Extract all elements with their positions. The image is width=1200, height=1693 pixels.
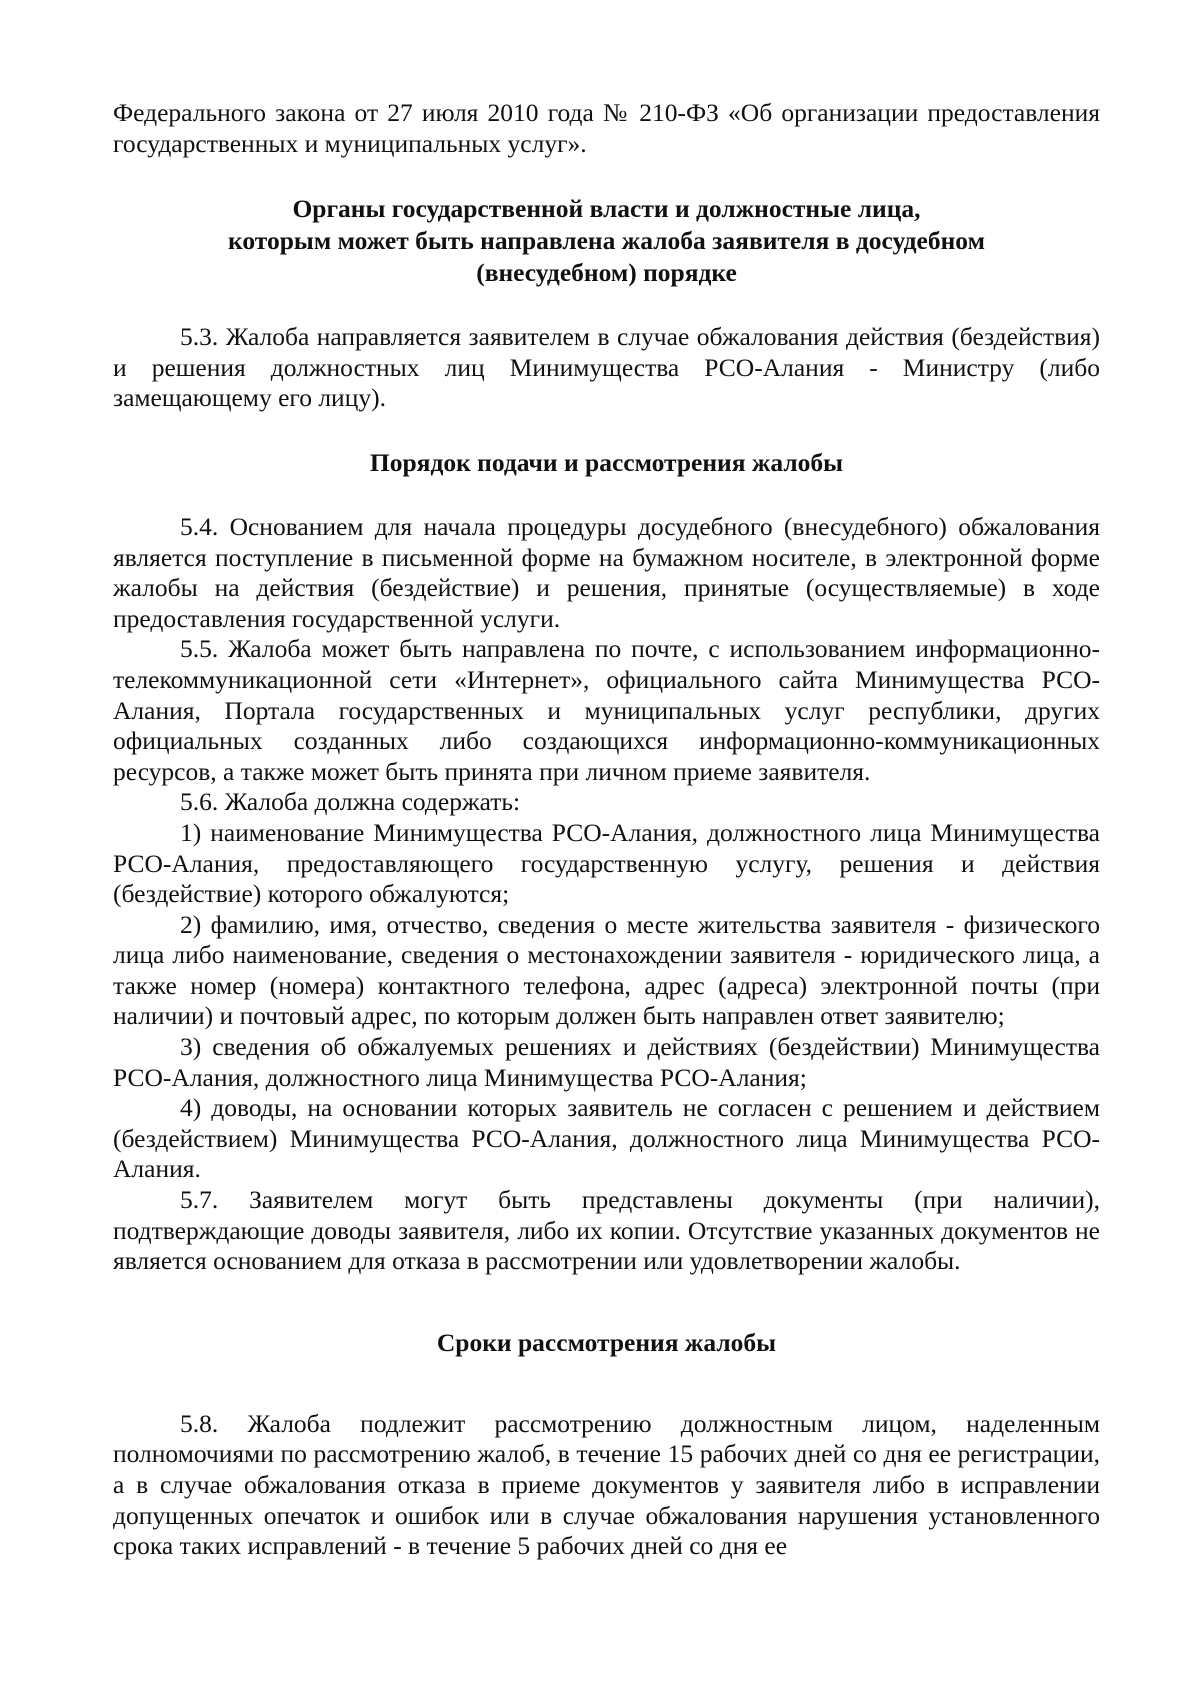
paragraph-5-4: 5.4. Основанием для начала процедуры досудебного (внесудебного) обжалования является поступление в письменной форме на бумажном носителе, в электронной форме жалобы на действия (бездействие) и решения, принятые (осуществляемые) в ходе предоставления государственной услуги. (113, 511, 1100, 633)
list-item-2: 2) фамилию, имя, отчество, сведения о месте жительства заявителя - физического лица либо наименование, сведения о местонахождении заявителя - юридического лица, а также номер (номера) контактного телефона, адрес (адреса) электронной почты (при наличии) и почтовый адрес, по которым должен быть направлен ответ заявителю; (113, 909, 1100, 1031)
list-item-1: 1) наименование Минимущества РСО-Алания, должностного лица Минимущества РСО-Алания, предоставляющего государственную услугу, решения и действия (бездействие) которого обжалуются; (113, 817, 1100, 909)
paragraph-5-5: 5.5. Жалоба может быть направлена по почте, с использованием информационно-телекоммуникационной сети «Интернет», официального сайта Минимущества РСО-Алания, Портала государственных и муниципальных услуг республики, других официальных созданных либо создающихся информационно-коммуникационных ресурсов, а также может быть принята при личном приеме заявителя. (113, 634, 1100, 786)
intro-paragraph: Федерального закона от 27 июля 2010 года № 210-ФЗ «Об организации предоставления государственных и муниципальных услуг». (113, 98, 1100, 158)
section-heading-complaint-bodies (113, 193, 1100, 289)
document-body (113, 98, 1100, 1562)
paragraph-5-6: 5.6. Жалоба должна содержать: (180, 787, 521, 817)
heading-line-1: Органы государственной власти и должностные лица, (292, 194, 921, 224)
paragraph-5-8: 5.8. Жалоба подлежит рассмотрению должностным лицом, наделенным полномочиями по рассмотрению жалоб, в течение 15 рабочих дней со дня ее регистрации, а в случае обжалования отказа в приеме документов у заявителя либо в исправлении допущенных опечаток и ошибок или в случае обжалования нарушения установленного срока таких исправлений - в течение 5 рабочих дней со дня ее (113, 1408, 1100, 1561)
paragraph-5-7: 5.7. Заявителем могут быть представлены документы (при наличии), подтверждающие доводы заявителя, либо их копии. Отсутствие указанных документов не является основанием для отказа в рассмотрении или удовлетворении жалобы. (113, 1185, 1100, 1276)
paragraph-5-3: 5.3. Жалоба направляется заявителем в случае обжалования действия (бездействия) и решения должностных лиц Минимущества РСО-Алания - Министру (либо замещающему его лицу). (113, 322, 1100, 413)
section-heading-review-terms: Сроки рассмотрения жалобы (436, 1327, 777, 1357)
list-item-3: 3) сведения об обжалуемых решениях и действиях (бездействии) Минимущества РСО-Алания, должностного лица Минимущества РСО-Алания; (113, 1032, 1100, 1092)
heading-line-2: которым может быть направлена жалоба заявителя в досудебном (228, 226, 985, 256)
section-heading-filing-procedure: Порядок подачи и рассмотрения жалобы (369, 447, 844, 477)
heading-line-3: (внесудебном) порядке (476, 258, 737, 288)
list-item-4: 4) доводы, на основании которых заявитель не согласен с решением и действием (бездействием) Минимущества РСО-Алания, должностного лица Минимущества РСО-Алания. (113, 1093, 1100, 1184)
